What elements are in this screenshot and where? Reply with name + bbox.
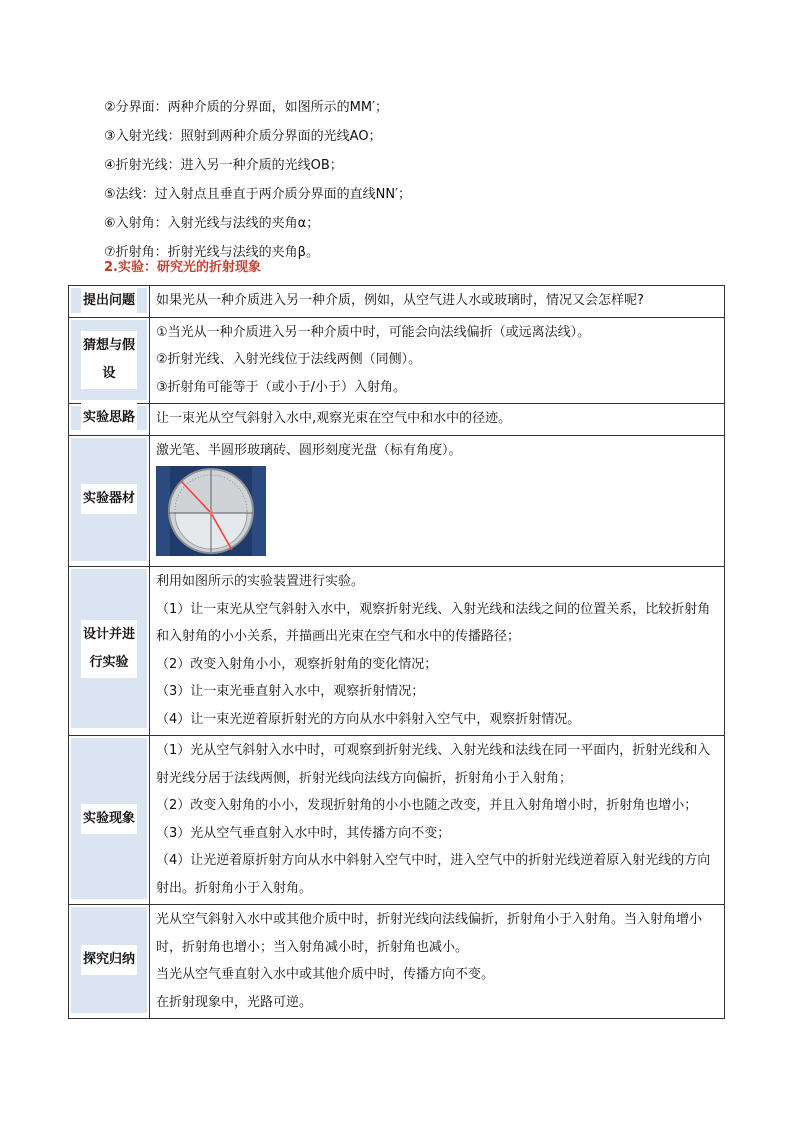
row-text: （3）让一束光垂直射入水中，观察折射情况； — [156, 684, 425, 699]
row-label-cell — [69, 286, 150, 318]
row-content — [150, 567, 725, 736]
row-label: 实验思路 — [81, 403, 137, 433]
row-text: ②折射光线、入射光线位于法线两侧（同侧）。 — [156, 352, 422, 367]
apparatus-photo — [156, 466, 266, 556]
definition-item: ②分界面：两种介质的分界面，如图所示的MM′； — [104, 100, 389, 115]
row-text: （2）改变入射角小小，观察折射角的变化情况； — [156, 656, 438, 672]
definition-item: ⑦折射角：折射光线与法线的夹角β。 — [104, 245, 319, 260]
row-text: 如果光从一种介质进入另一种介质，例如，从空气进人水或玻璃时，情况又会怎样呢? — [156, 293, 644, 308]
row-content — [150, 905, 725, 1019]
row-label: 探究归纳 — [81, 945, 137, 975]
definition-item: ④折射光线：进入另一种介质的光线OB； — [104, 158, 343, 173]
table-row — [69, 435, 725, 567]
row-label-cell — [69, 435, 150, 567]
row-content — [150, 404, 725, 436]
row-label-cell — [69, 567, 150, 736]
table-row — [69, 286, 725, 318]
row-text: 激光笔、半圆形玻璃砖、圆形刻度光盘（标有角度）。 — [156, 442, 462, 458]
row-label-cell — [69, 905, 150, 1019]
row-text: 当光从空气垂直射入水中或其他介质中时，传播方向不变。 — [156, 967, 495, 982]
row-text: 光从空气斜射入水中或其他介质中时，折射光线向法线偏折，折射角小于入射角。当入射角增小时，折射角也增小；当入射角减小时，折射角也减小。 — [156, 912, 703, 955]
row-label: 实验器材 — [81, 484, 137, 514]
experiment-table — [68, 285, 725, 1019]
row-text: （4）让一束光逆着原折射光的方向从水中斜射入空气中，观察折射情况。 — [156, 711, 581, 727]
row-label-line: 猜想与假 — [82, 337, 135, 353]
row-label-cell — [69, 317, 150, 404]
row-label-line: 行实验 — [89, 654, 129, 670]
row-label-line: 设计并进 — [82, 626, 135, 642]
row-text: （4）让光逆着原折射方向从水中斜射入空气中时，进入空气中的折射光线逆着原入射光线的方向射出。折射角小于入射角。 — [156, 853, 711, 896]
table-row — [69, 905, 725, 1019]
definition-item: ⑥入射角：入射光线与法线的夹角α； — [104, 216, 320, 231]
definition-list — [104, 93, 744, 267]
table-row — [69, 404, 725, 436]
row-text: 利用如图所示的实验装置进行实验。 — [156, 574, 365, 589]
row-label — [81, 620, 137, 678]
table-row — [69, 317, 725, 404]
row-text: （3）光从空气垂直射入水中时，其传播方向不变； — [156, 825, 451, 841]
row-label — [81, 331, 137, 389]
row-text: （1）光从空气斜射入水中时，可观察到折射光线、入射光线和法线在同一平面内，折射光线和入射光线分居于法线两侧，折射光线向法线方向偏折，折射角小于入射角； — [156, 743, 711, 786]
row-label: 实验现象 — [81, 804, 137, 834]
definition-item: ⑤法线：过入射点且垂直于两介质分界面的直线NN′； — [104, 187, 412, 202]
row-text: 在折射现象中，光路可逆。 — [156, 994, 313, 1010]
row-content — [150, 435, 725, 567]
table-row — [69, 736, 725, 905]
row-content — [150, 736, 725, 905]
table-row — [69, 567, 725, 736]
row-label-cell — [69, 736, 150, 905]
definition-item: ③入射光线：照射到两种介质分界面的光线AO； — [104, 129, 382, 144]
section-heading: 2.实验：研究光的折射现象 — [104, 260, 261, 275]
row-text: （2）改变入射角的小小，发现折射角的小小也随之改变，并且入射角增小时，折射角也增小； — [156, 798, 698, 813]
row-label-line: 设 — [102, 365, 116, 381]
row-text: 让一束光从空气斜射入水中,观察光束在空气中和水中的径迹。 — [156, 411, 512, 426]
row-label: 提出问题 — [81, 286, 137, 316]
row-content — [150, 286, 725, 318]
row-text: ③折射角可能等于（或小于/小于）入射角。 — [156, 379, 407, 395]
row-text: （1）让一束光从空气斜射入水中，观察折射光线、入射光线和法线之间的位置关系，比较折射角和入射角的小小关系，并描画出光束在空气和水中的传播路径； — [156, 601, 711, 644]
row-label-cell — [69, 404, 150, 436]
row-text: ①当光从一种介质进入另一种介质中时，可能会向法线偏折（或远离法线）。 — [156, 324, 591, 340]
row-content — [150, 317, 725, 404]
